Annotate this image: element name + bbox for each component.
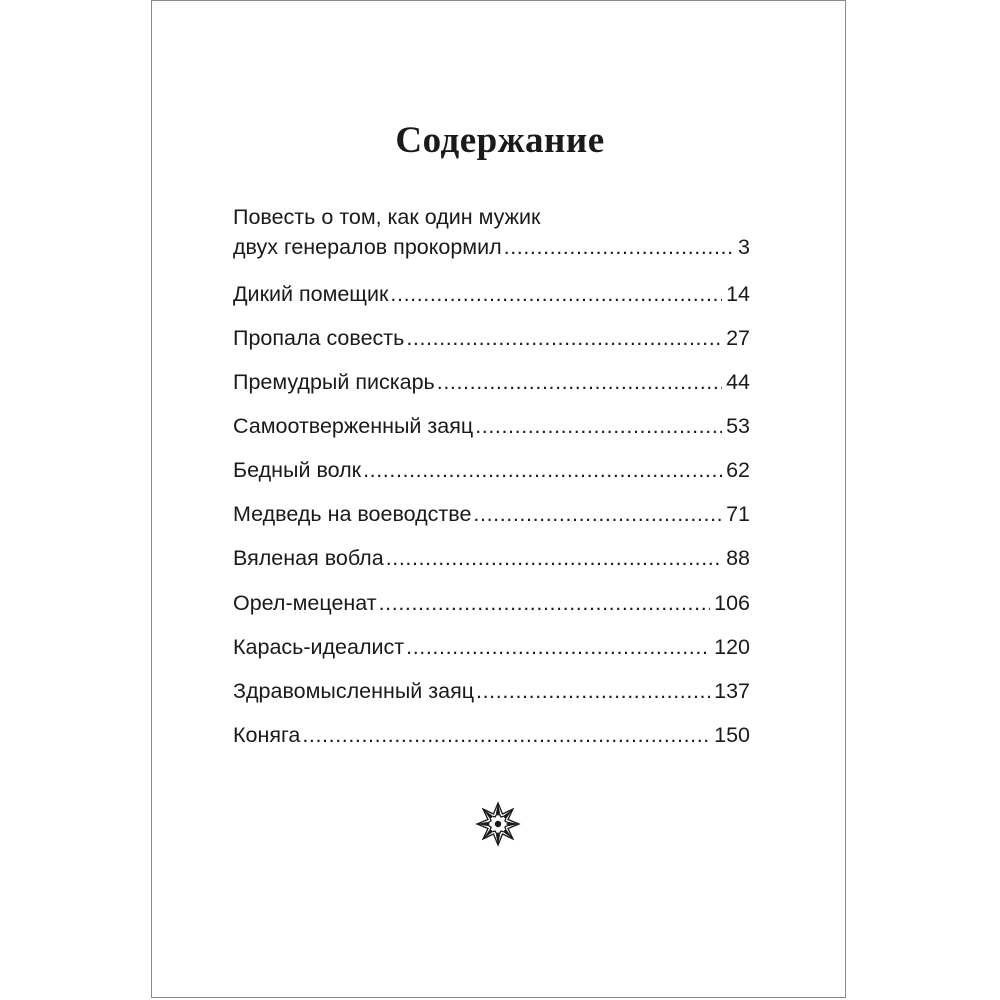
dot-leader [476, 676, 710, 706]
dot-leader [390, 279, 722, 309]
toc-entry [233, 279, 750, 309]
dot-leader [386, 543, 722, 573]
toc-entry-page: 44 [726, 370, 750, 394]
toc-entry-title: Здравомысленный заяц [233, 679, 475, 703]
toc-entry-title: Медведь на воеводстве [233, 502, 472, 526]
toc-entry [233, 676, 750, 706]
toc-entry-title-line1: Повесть о том, как один мужик [233, 205, 541, 229]
toc-entry-page: 150 [714, 723, 750, 747]
dot-leader [473, 499, 722, 529]
toc-entry [233, 367, 750, 397]
dot-leader [406, 323, 722, 353]
dot-leader [406, 632, 710, 662]
toc-entry-title: Дикий помещик [233, 282, 389, 306]
dot-leader [475, 411, 722, 441]
toc-entry [233, 411, 750, 441]
toc-entry-page: 88 [726, 546, 750, 570]
dot-leader [437, 367, 722, 397]
toc-entry-title: Вяленая вобла [233, 546, 384, 570]
toc-entry-title: Карась-идеалист [233, 635, 405, 659]
toc-entry [233, 202, 750, 262]
page-title: Содержание [395, 120, 605, 161]
star-flower-ornament-icon [475, 801, 521, 847]
toc-entry-page: 120 [714, 635, 750, 659]
toc-entry-title: Коняга [233, 723, 301, 747]
toc-entry-page: 71 [726, 502, 750, 526]
toc-entry-page: 62 [726, 458, 750, 482]
toc-entry-page: 53 [726, 414, 750, 438]
toc-entry [233, 499, 750, 529]
toc-entry [233, 455, 750, 485]
toc-entry-page: 3 [738, 235, 750, 259]
toc-entry-page: 27 [726, 326, 750, 350]
dot-leader [363, 455, 722, 485]
toc-entry-title: Самоотверженный заяц [233, 414, 474, 438]
toc-entry-page: 137 [714, 679, 750, 703]
toc-entry-page: 106 [714, 591, 750, 615]
toc-entry-title: Пропала совесть [233, 326, 405, 350]
toc-entry [233, 323, 750, 353]
toc-entry-title: Орел-меценат [233, 591, 377, 615]
toc-entry-page: 14 [726, 282, 750, 306]
toc-entry [233, 543, 750, 573]
toc-entry [233, 632, 750, 662]
toc-entry [233, 588, 750, 618]
dot-leader [379, 588, 711, 618]
toc-entry-title: Бедный волк [233, 458, 362, 482]
toc-entry-title: Премудрый пискарь [233, 370, 435, 394]
toc-entry-title: двух генералов прокормил [233, 235, 502, 259]
toc-entry [233, 720, 750, 750]
dot-leader [302, 720, 710, 750]
dot-leader [504, 232, 734, 262]
